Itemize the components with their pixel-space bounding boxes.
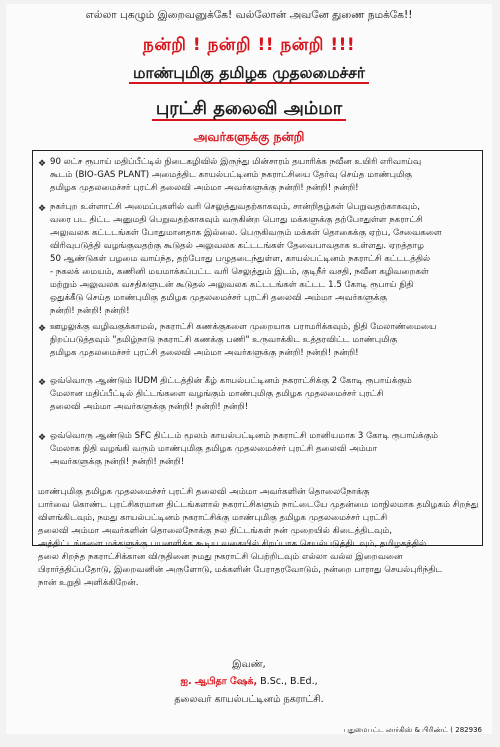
para-line: தமிழக முதலமைச்சர் புரட்சி தலைவி அம்மா அவர்களுக்கு நன்றி! நன்றி! நன்றி!	[50, 183, 359, 193]
invocation-line: எல்லா புகழும் இறைவனுக்கே! வல்லோன் அவனே துணை நமக்கே!!	[85, 9, 413, 21]
para-line: - நகலக் மையம், கணினி மயமாக்கப்பட்ட வரி செலுத்தும் இடம், குடிநீர் வசதி, நவீன கழிவறைகள்	[50, 267, 429, 277]
paragraph-iudm	[50, 375, 478, 414]
bullet-icon: ❖	[38, 433, 47, 443]
bullet-icon: ❖	[38, 378, 47, 388]
para-line: பிரார்த்திப்பதோடு, இறைவனின் அருளோடு, மக்களின் பேராதரவோடும், நன்றை பாராது செயல்புரிந்திட	[38, 565, 443, 575]
para-line: 50 ஆண்டுகள் பழமை வாய்ந்த, தற்போது பழுதடைந்துள்ள, காயல்பட்டினம் நகராட்சி கட்டடத்தில்	[50, 254, 431, 264]
para-line: தமிழக முதலமைச்சர் புரட்சி தலைவி அம்மா அவர்களுக்கு நன்றி! நன்றி! நன்றி!	[50, 348, 359, 358]
para-line: விரிவுபடுத்தி வழங்குவதற்கு கூடுதல் அலுவலக கட்டடங்கள் தேவைபாவதாக உள்ளது. ஏறத்தாழ	[50, 241, 424, 251]
paragraph-office-building	[50, 201, 478, 318]
para-line: நகர்புற உள்ளாட்சி அமைப்புகளில் வரி செலுத்துவதற்காகவும், சான்றிதழ்கள் பெறுவதற்காகவும்,	[50, 202, 420, 212]
thanks-to-heading: அவர்களுக்கு நன்றி	[193, 129, 305, 144]
signatory-name: ஐ. ஆபிதா ஷேக்,	[180, 676, 258, 687]
signature-greeting: இவண்,	[232, 659, 266, 670]
para-line: விளங்கிடவும், நமது காயல்பட்டினம் நகராட்சிக்கு மாண்புமிகு தமிழக முதலமைச்சர் புரட்சி	[38, 513, 388, 523]
para-line: அலுவலக கட்டடங்கள் போதுமானதாக இல்லை. பெருகிவரும் மக்கள் தொகைக்கு ஏற்ப, சேவைகளை	[50, 228, 442, 238]
para-line: தலை சிறந்த நகராட்சிக்கான விருதினை நமது நகராட்சி பெற்றிடவும் எல்லா வல்ல இறைவனை	[38, 552, 403, 562]
para-line: கூடம் (BIO-GAS PLANT) அமைத்திட காயல்பட்டினம் நகராட்சியை தேர்வு செய்த மாண்புமிகு	[50, 170, 413, 180]
para-line: ஒவ்வொரு ஆண்டும் SFC திட்டம் மூலம் காயல்பட்டினம் நகராட்சி மானியமாக 3 கோடி ரூபாய்க்கும்	[50, 431, 439, 441]
para-line: தலைவி அம்மா அவர்களின் தொலைநோக்கு நல திட்டங்கள் நன் முறையில் கிடைத்திடவும்,	[38, 526, 393, 536]
closing-paragraph	[38, 486, 478, 590]
signatory-title: தலைவர் காயல்பட்டினம் நகராட்சி.	[174, 694, 324, 705]
para-line: பார்வை கொண்ட புரட்சிகரமான திட்டங்களால் நகராட்சிகளும் நாட்டையே முதன்மை மாநிலமாக தமிழகம் சிறந்து	[38, 500, 478, 510]
para-line: ஒவ்வொரு ஆண்டும் IUDM திட்டத்தின் கீழ் காயல்பட்டினம் நகராட்சிக்கு 2 கோடி ரூபாய்க்கும்	[50, 376, 412, 386]
para-line: ஊழலுக்கு வழிவகுக்காமல், நகராட்சி கணக்குகளை முறையாக பராமரிக்கவும், நிதி மேலாண்மையை	[50, 322, 437, 332]
bullet-icon: ❖	[38, 204, 47, 214]
para-line: மேலான மதிப்பீட்டில் திட்டங்களை வழங்கும் மாண்புமிகு தமிழக முதலமைச்சர் புரட்சி	[50, 389, 384, 399]
para-line: நன்றி! நன்றி! நன்றி!	[50, 306, 130, 316]
para-line: அவர்களுக்கு நன்றி! நன்றி! நன்றி!	[50, 457, 185, 467]
para-line: 90 லட்ச ரூபாய் மதிப்பீட்டில் நிடைகழிவில் இருந்து மின்சாரம் தயாரிக்க நவீன உயிரி எரிவாய்வு	[50, 157, 422, 167]
chief-minister-title	[6, 64, 492, 84]
amma-title	[6, 98, 492, 121]
bullet-icon: ❖	[38, 324, 47, 334]
thanks-heading: நன்றி ! நன்றி !! நன்றி !!!	[142, 35, 356, 55]
para-line: மற்றும் அலுவலக வசதிகளுடன் கூடுதல் அலுவலக கட்டடங்கள் கட்டட 1.5 கோடி ரூபாய் நிதி	[50, 280, 414, 290]
para-line: ஒதுக்கீடு செய்த மாண்புமிகு தமிழக முதலமைச்சர் புரட்சி தலைவி அம்மா அவர்களுக்கு	[50, 293, 388, 303]
para-line: நான் உறுதி அளிக்கிறேன்.	[38, 578, 139, 588]
chief-minister-text: மாண்புமிகு தமிழக முதலமைச்சர்	[129, 64, 369, 84]
notice-sheet	[6, 4, 492, 734]
signature-name-line	[6, 676, 492, 688]
paragraph-sfc	[50, 430, 478, 469]
para-line: அத்திட்டங்களை மக்களுக்கு பயனளிக்க கூடிய வகையில் சிறப்பாக செயல்படுத்திடவும், தமிழகத்தில்	[38, 539, 427, 549]
amma-text: புரட்சி தலைவி அம்மா	[152, 98, 346, 121]
paragraph-biogas	[50, 156, 478, 195]
signatory-degrees: B.Sc., B.Ed.,	[260, 676, 318, 687]
para-line: தலைவி அம்மா அவர்களுக்கு நன்றி! நன்றி! நன்றி!	[50, 402, 249, 412]
para-line: வரை பட திட்ட அனுமதி பெறுவதற்காகவும் வருகின்ற பொது மக்களுக்கு தற்போதுள்ள நகராட்சி	[50, 215, 423, 225]
para-line: மேலாக நிதி வழங்கி வரும் மாண்புமிகு தமிழக முதலமைச்சர் புரட்சி தலைவி அம்மா	[50, 444, 378, 454]
paragraph-accounts	[50, 321, 478, 360]
bullet-icon: ❖	[38, 159, 47, 169]
printer-footer: புதுமைபட்ட லார்கிஸ் & பிரிண்ட் ( 282936	[343, 726, 482, 734]
para-line: நிறப்படுத்தவும் "தமிழ்நாடு நகராட்சி கணக்கு பணி" உருவாக்கிட உத்தரவிட்ட மாண்புமிகு	[50, 335, 398, 345]
para-line: மாண்புமிகு தமிழக முதலமைச்சர் புரட்சி தலைவி அம்மா அவர்களின் தொலைநோக்கு	[38, 487, 370, 497]
